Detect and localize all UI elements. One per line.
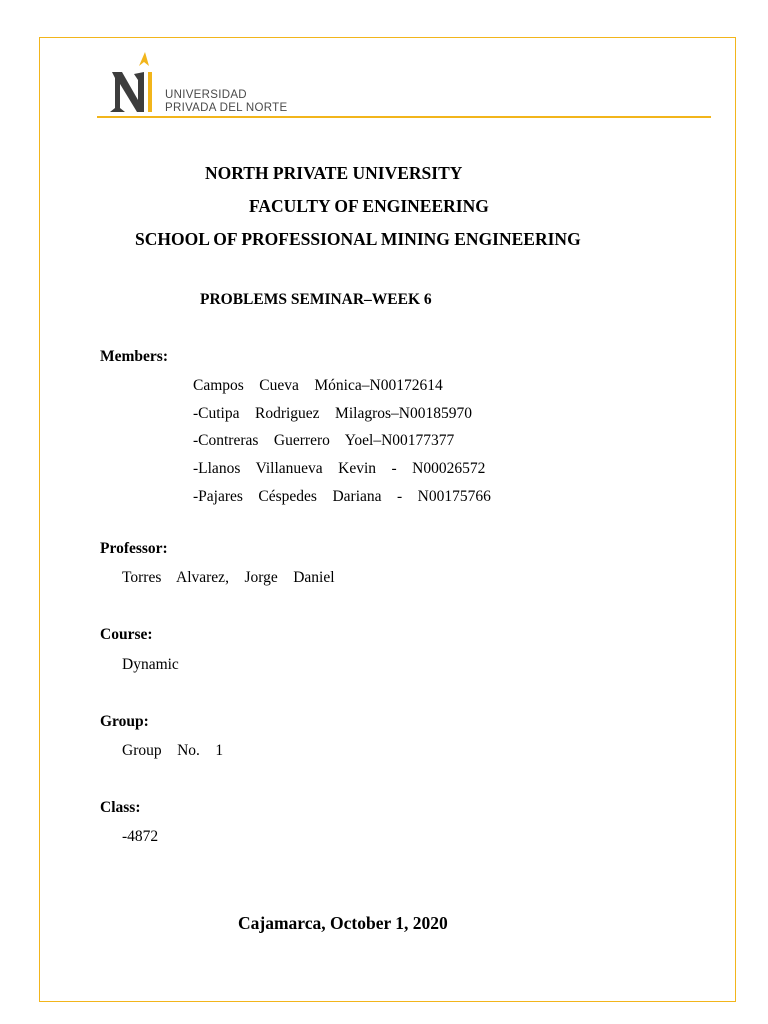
- logo-text: [165, 89, 287, 114]
- place-date: Cajamarca, October 1, 2020: [238, 913, 448, 933]
- course-label: Course:: [100, 626, 153, 643]
- member-item: -Pajares Céspedes Dariana - N00175766: [193, 488, 491, 505]
- course-value: Dynamic: [122, 656, 179, 673]
- members-label: Members:: [100, 348, 168, 365]
- faculty-title: FACULTY OF ENGINEERING: [249, 196, 489, 216]
- member-item: -Cutipa Rodriguez Milagros–N00185970: [193, 405, 472, 422]
- logo-line-1: UNIVERSIDAD: [165, 89, 247, 101]
- university-title: NORTH PRIVATE UNIVERSITY: [205, 163, 463, 183]
- member-item: -Contreras Guerrero Yoel–N00177377: [193, 432, 455, 449]
- professor-value: Torres Alvarez, Jorge Daniel: [122, 569, 335, 586]
- professor-label: Professor:: [100, 540, 168, 557]
- school-title: SCHOOL OF PROFESSIONAL MINING ENGINEERING: [135, 229, 581, 249]
- member-item: Campos Cueva Mónica–N00172614: [193, 377, 443, 394]
- member-item: -Llanos Villanueva Kevin - N00026572: [193, 460, 486, 477]
- logo-flame-icon: [139, 52, 149, 66]
- header-rule: [97, 116, 711, 118]
- group-label: Group:: [100, 713, 149, 730]
- seminar-title: PROBLEMS SEMINAR–WEEK 6: [200, 291, 432, 308]
- logo-line-2: PRIVADA DEL NORTE: [165, 101, 288, 114]
- logo-n-mark: [110, 72, 144, 112]
- group-value: Group No. 1: [122, 742, 224, 759]
- class-value: -4872: [122, 828, 159, 845]
- class-label: Class:: [100, 799, 141, 816]
- logo-bar: [148, 72, 152, 112]
